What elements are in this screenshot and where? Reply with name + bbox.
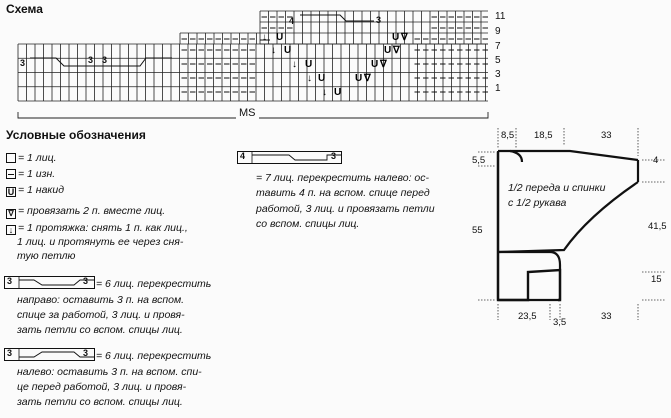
dimension-lines: [478, 128, 665, 320]
legend-text: 1 лиц. и протянуть ее через сня-: [17, 236, 184, 248]
legend-text: = 6 лиц. перекрестить: [96, 278, 212, 290]
garment-pattern: [460, 120, 671, 325]
cable-label: 3: [331, 151, 337, 161]
yarn-over-mark: U: [384, 45, 392, 56]
dim-label: 33: [601, 130, 612, 141]
yarn-over-mark: U: [276, 32, 284, 43]
legend-text: = провязать 2 п. вместе лиц.: [18, 205, 166, 217]
dim-label: 4: [653, 155, 659, 166]
chart-marks: [30, 15, 488, 98]
yarn-over-mark: U: [284, 45, 292, 56]
shoulder-line: [510, 151, 638, 160]
chart-cable-label: 4: [289, 16, 295, 26]
pull-arrow-mark: ↓: [262, 32, 267, 43]
row-number: 11: [495, 11, 506, 22]
k2tog-mark: ∇: [401, 32, 408, 43]
legend-text: = 1 протяжка: снять 1 п. как лиц.,: [18, 222, 188, 234]
legend-text: направо: оставить 3 п. на вспом.: [17, 294, 185, 306]
cable-label: 3: [83, 348, 89, 358]
chart-cable-label: 3: [20, 58, 26, 68]
legend-text: со вспом. спицы лиц.: [256, 218, 360, 230]
cable-cross-line: [30, 58, 172, 66]
dim-label: 5,5: [472, 155, 486, 166]
yarn-over-mark: U: [318, 73, 326, 84]
yarn-over-mark: U: [392, 32, 400, 43]
dim-label: 23,5: [518, 311, 537, 322]
dim-label: 3,5: [553, 317, 567, 328]
pattern-label: с 1/2 рукава: [508, 197, 567, 209]
dim-label: 41,5: [648, 221, 667, 232]
k2tog-icon: ∇: [6, 209, 16, 219]
neck-curve: [498, 151, 522, 162]
knitting-chart: [0, 0, 671, 125]
dim-label: 15: [651, 274, 662, 285]
pull-arrow-mark: ↓: [322, 87, 327, 98]
dim-label: 8,5: [501, 130, 515, 141]
cable-label: 3: [7, 348, 13, 358]
legend-text: спице за работой, 3 лиц. и провя-: [17, 309, 185, 321]
pull-arrow-mark: ↓: [292, 59, 297, 70]
k2tog-mark: ∇: [364, 73, 371, 84]
dim-label: 18,5: [534, 130, 553, 141]
legend-text: тую петлю: [17, 250, 76, 262]
legend-text: = 1 накид: [18, 184, 65, 196]
yarn-over-icon: U: [7, 187, 15, 197]
legend-text: це перед работой, 3 лиц. и провя-: [17, 381, 187, 393]
scheme-title: Схема: [6, 2, 43, 16]
legend-text: тавить 4 п. на вспом. спице перед: [256, 187, 430, 199]
chart-cable-label: 3: [102, 55, 108, 65]
legend-text: зать петли со вспом. спицы лиц.: [17, 324, 183, 336]
knit-symbol-icon: [6, 153, 16, 163]
row-number: 9: [495, 26, 501, 37]
legend-text: зать петли со вспом. спицы лиц.: [17, 396, 183, 408]
legend-title: Условные обозначения: [6, 128, 146, 142]
row-number: 1: [495, 83, 501, 94]
arrow-down-icon: ↓: [6, 225, 16, 235]
legend-item-pull: [6, 222, 188, 235]
pull-arrow-mark: ↓: [307, 73, 312, 84]
yarn-over-mark: U: [371, 59, 379, 70]
legend-text: работой, 3 лиц. и провязать петли: [256, 203, 435, 215]
k2tog-mark: ∇: [393, 45, 400, 56]
dim-label: 55: [472, 225, 483, 236]
ms-label: MS: [236, 107, 259, 119]
legend-text: налево: оставить 3 п. на вспом. спи-: [17, 366, 202, 378]
yarn-over-mark: U: [305, 59, 313, 70]
chart-cable-label: 3: [376, 15, 382, 25]
dim-label: 33: [601, 311, 612, 322]
legend-text: = 7 лиц. перекрестить налево: ос-: [256, 172, 430, 184]
yarn-over-mark: U: [334, 87, 342, 98]
cable-7-symbol-icon: [237, 151, 343, 165]
pattern-outline: [498, 152, 560, 300]
legend-text: = 1 изн.: [18, 168, 56, 180]
pattern-label: 1/2 переда и спинки: [508, 182, 606, 194]
row-number: 3: [495, 69, 501, 80]
cable-label: 3: [7, 276, 13, 286]
legend-item-knit: [6, 152, 57, 165]
legend-text: = 6 лиц. перекрестить: [96, 350, 212, 362]
cable-label: 3: [83, 276, 89, 286]
pull-arrow-mark: ↓: [271, 45, 276, 56]
legend-item-purl: [6, 168, 55, 181]
legend-text: = 1 лиц.: [18, 152, 57, 164]
yarn-over-mark: U: [355, 73, 363, 84]
row-number: 7: [495, 41, 501, 52]
cable-label: 4: [240, 151, 246, 161]
row-number: 5: [495, 55, 501, 66]
chart-cable-label: 3: [88, 55, 94, 65]
legend-item-yo: [6, 184, 64, 197]
legend-item-k2tog: [6, 205, 165, 219]
purl-symbol-icon: [6, 169, 16, 179]
k2tog-mark: ∇: [380, 59, 387, 70]
